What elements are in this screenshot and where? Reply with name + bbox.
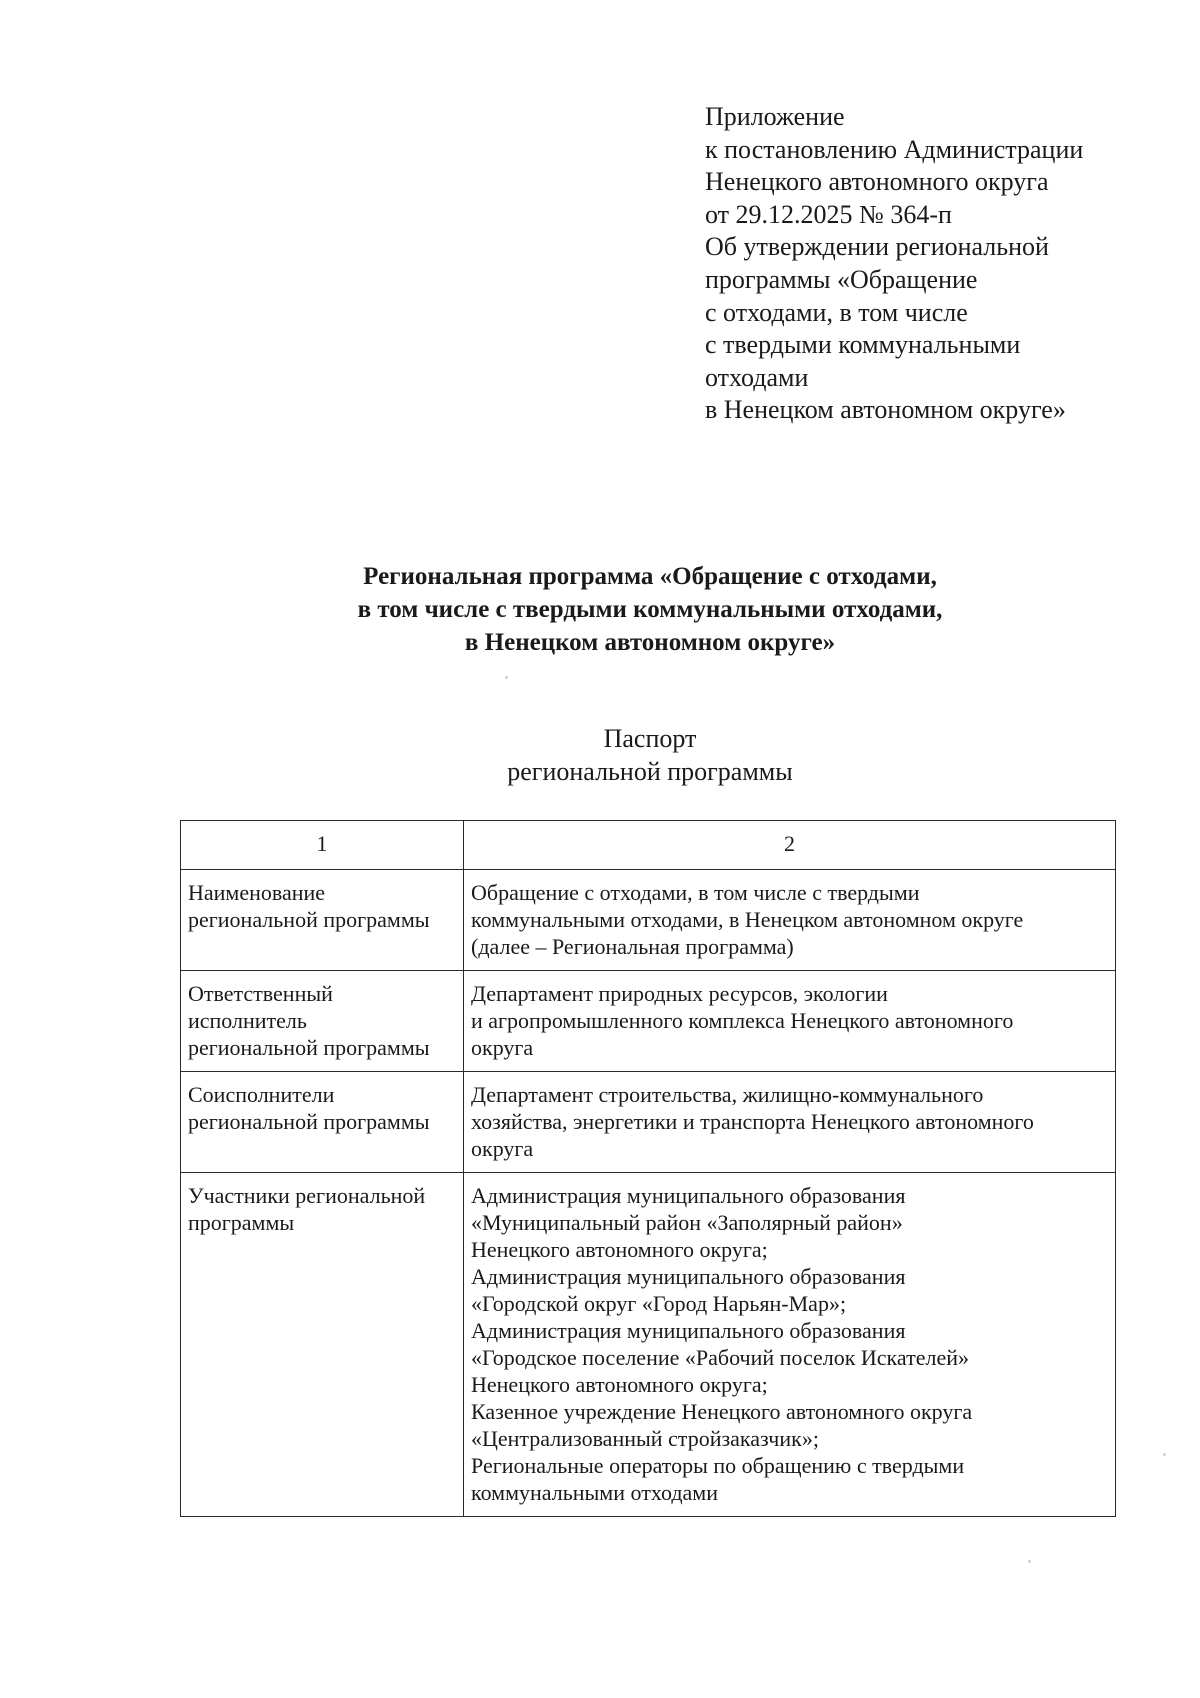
appendix-line: с твердыми коммунальными bbox=[705, 330, 1021, 360]
cell-line: Администрация муниципального образования bbox=[471, 1264, 906, 1289]
passport-heading-line1: Паспорт bbox=[603, 724, 697, 753]
row-value-cell bbox=[464, 1072, 1116, 1173]
cell-line: округа bbox=[471, 1136, 534, 1161]
table-row bbox=[181, 1072, 1116, 1173]
cell-line: региональной программы bbox=[188, 907, 430, 932]
table-row bbox=[181, 870, 1116, 971]
scan-speck bbox=[1028, 1560, 1031, 1563]
cell-line: «Городское поселение «Рабочий поселок Искателей» bbox=[471, 1345, 970, 1370]
appendix-line: отходами bbox=[705, 362, 809, 392]
cell-line: Департамент природных ресурсов, экологии bbox=[471, 981, 888, 1006]
title-line: Региональная программа «Обращение с отходами, bbox=[363, 563, 937, 590]
cell-line: и агропромышленного комплекса Ненецкого автономного bbox=[471, 1008, 1014, 1033]
cell-line: Ненецкого автономного округа; bbox=[471, 1237, 768, 1262]
cell-line: округа bbox=[471, 1035, 534, 1060]
row-value-cell bbox=[464, 870, 1116, 971]
row-value-cell bbox=[464, 971, 1116, 1072]
appendix-line: к постановлению Администрации bbox=[705, 134, 1084, 164]
row-label-cell bbox=[181, 870, 464, 971]
appendix-line: Приложение bbox=[705, 102, 845, 131]
cell-line: Администрация муниципального образования bbox=[471, 1183, 906, 1208]
cell-line: коммунальными отходами bbox=[471, 1480, 718, 1505]
appendix-line: с отходами, в том числе bbox=[705, 297, 968, 327]
row-label-cell bbox=[181, 1173, 464, 1517]
cell-line: программы bbox=[188, 1210, 295, 1235]
passport-heading-line2: региональной программы bbox=[507, 757, 793, 786]
document-title bbox=[100, 560, 1200, 659]
scan-speck bbox=[505, 676, 508, 679]
cell-line: исполнитель bbox=[188, 1008, 307, 1033]
cell-line: коммунальными отходами, в Ненецком автономном округе bbox=[471, 907, 1024, 932]
column-header-1: 1 bbox=[181, 821, 464, 870]
cell-line: «Централизованный стройзаказчик»; bbox=[471, 1426, 819, 1451]
passport-heading bbox=[100, 722, 1200, 788]
cell-line: хозяйства, энергетики и транспорта Ненецкого автономного bbox=[471, 1109, 1034, 1134]
passport-table bbox=[180, 820, 1116, 1517]
table-row bbox=[181, 1173, 1116, 1517]
cell-line: региональной программы bbox=[188, 1035, 430, 1060]
cell-line: Ответственный bbox=[188, 981, 333, 1006]
table-header-row bbox=[181, 821, 1116, 870]
cell-line: Департамент строительства, жилищно-коммунального bbox=[471, 1082, 984, 1107]
appendix-line: программы «Обращение bbox=[705, 264, 978, 294]
column-header-2: 2 bbox=[464, 821, 1116, 870]
appendix-line: Ненецкого автономного округа bbox=[705, 167, 1049, 197]
scan-speck bbox=[1163, 1453, 1166, 1456]
table-row bbox=[181, 971, 1116, 1072]
cell-line: Региональные операторы по обращению с твердыми bbox=[471, 1453, 965, 1478]
row-label-cell bbox=[181, 1072, 464, 1173]
cell-line: «Городской округ «Город Нарьян-Мар»; bbox=[471, 1291, 847, 1316]
cell-line: Администрация муниципального образования bbox=[471, 1318, 906, 1343]
row-label-cell bbox=[181, 971, 464, 1072]
title-line: в Ненецком автономном округе» bbox=[464, 629, 836, 656]
cell-line: Казенное учреждение Ненецкого автономного округа bbox=[471, 1399, 973, 1424]
title-line: в том числе с твердыми коммунальными отходами, bbox=[357, 596, 943, 623]
cell-line: (далее – Региональная программа) bbox=[471, 934, 794, 959]
appendix-block bbox=[705, 101, 1165, 427]
cell-line: «Муниципальный район «Заполярный район» bbox=[471, 1210, 903, 1235]
appendix-line: в Ненецком автономном округе» bbox=[705, 395, 1066, 425]
cell-line: Ненецкого автономного округа; bbox=[471, 1372, 768, 1397]
cell-line: Соисполнители bbox=[188, 1082, 335, 1107]
appendix-line: от 29.12.2025 № 364-п bbox=[705, 199, 952, 229]
cell-line: Наименование bbox=[188, 880, 326, 905]
appendix-line: Об утверждении региональной bbox=[705, 232, 1049, 262]
cell-line: региональной программы bbox=[188, 1109, 430, 1134]
cell-line: Обращение с отходами, в том числе с твердыми bbox=[471, 880, 920, 905]
row-value-cell bbox=[464, 1173, 1116, 1517]
cell-line: Участники региональной bbox=[188, 1183, 426, 1208]
